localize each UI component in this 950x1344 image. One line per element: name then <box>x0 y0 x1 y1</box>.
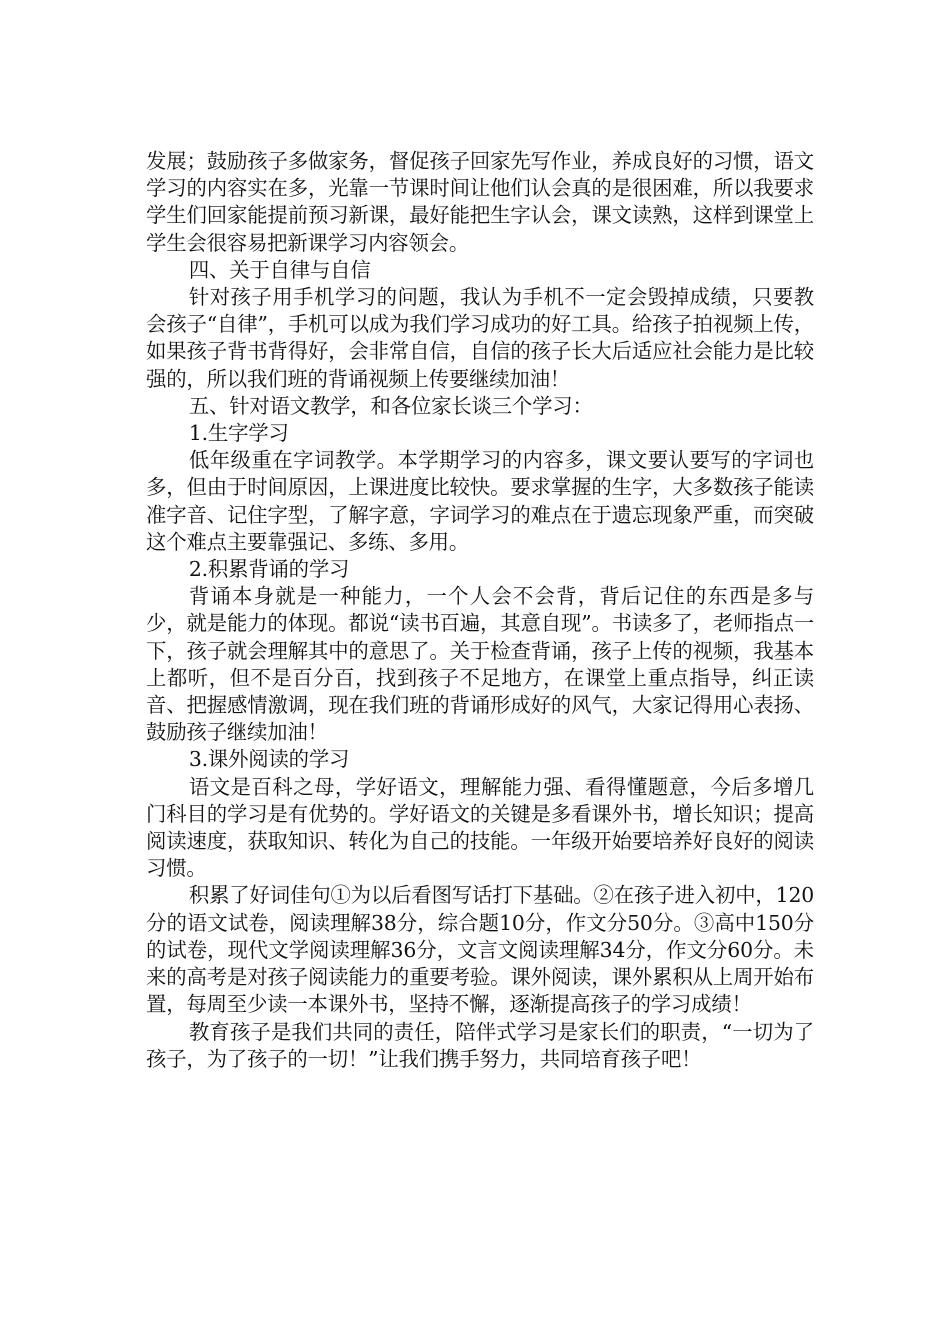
subheading-extracurricular-reading: 3.课外阅读的学习 <box>188 747 350 772</box>
subheading-character-learning: 1.生字学习 <box>188 421 289 446</box>
paragraph-extracurricular-reading: 语文是百科之母，学好语文，理解能力强、看得懂题意，今后多增几门科目的学习是有优势的。学好语文的关键是多看课外书，增长知识；提高阅读速度，获取知识、转化为自己的技能。一年级开始要培养好良好的阅读习惯。 <box>146 774 814 881</box>
section-heading-self-discipline: 四、关于自律与自信 <box>188 257 371 282</box>
paragraph-character-learning: 低年级重在字词教学。本学期学习的内容多，课文要认要写的字词也多，但由于时间原因，上课进度比较快。要求掌握的生字，大多数孩子能读准字音、记住字型，了解字意，字词学习的难点在于遗忘现象严重，而突破这个难点主要靠强记、多练、多用。 <box>146 448 814 554</box>
paragraph-conclusion: 教育孩子是我们共同的责任，陪伴式学习是家长们的职责，“一切为了孩子，为了孩子的一切！”让我们携手努力，共同培育孩子吧！ <box>146 1019 814 1071</box>
document-body <box>146 148 814 1073</box>
paragraph-1: 发展；鼓励孩子多做家务，督促孩子回家先写作业，养成良好的习惯，语文学习的内容实在多，光靠一节课时间让他们认会真的是很困难，所以我要求学生们回家能提前预习新课，最好能把生字认会，课文读熟，这样到课堂上学生会很容易把新课学习内容领会。 <box>146 149 814 255</box>
paragraph-phone-learning: 针对孩子用手机学习的问题，我认为手机不一定会毁掉成绩，只要教会孩子“自律”，手机可以成为我们学习成功的好工具。给孩子拍视频上传，如果孩子背书背得好，会非常自信，自信的孩子长大后适应社会能力是比较强的，所以我们班的背诵视频上传要继续加油！ <box>146 285 814 391</box>
subheading-recitation: 2.积累背诵的学习 <box>188 557 350 582</box>
paragraph-vocabulary-accumulation: 积累了好词佳句①为以后看图写话打下基础。②在孩子进入初中，120分的语文试卷，阅读理解38分，综合题10分，作文分50分。③高中150分的试卷，现代文学阅读理解36分，文言文阅读理解34分，作文分60分。未来的高考是对孩子阅读能力的重要考验。课外阅读，课外累积从上周开始布置，每周至少读一本课外书，坚持不懈，逐渐提高孩子的学习成绩！ <box>146 883 814 1017</box>
section-heading-chinese-teaching: 五、针对语文教学，和各位家长谈三个学习： <box>188 393 593 418</box>
paragraph-recitation: 背诵本身就是一种能力，一个人会不会背，背后记住的东西是多与少，就是能力的体现。都说“读书百遍，其意自现”。书读多了，老师指点一下，孩子就会理解其中的意思了。关于检查背诵，孩子上传的视频，我基本上都听，但不是百分百，找到孩子不足地方，在课堂上重点指导，纠正读音、把握感情激调，现在我们班的背诵形成好的风气，大家记得用心表扬、鼓励孩子继续加油！ <box>146 584 814 745</box>
